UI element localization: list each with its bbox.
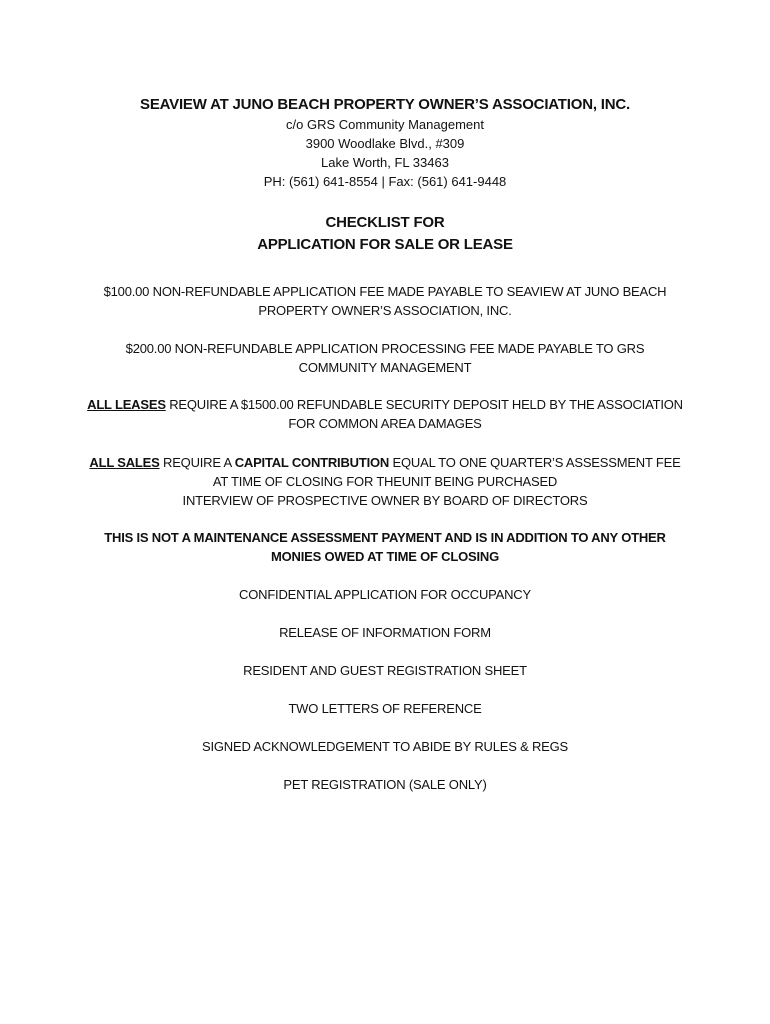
- notice-line-2: MONIES OWED AT TIME OF CLOSING: [271, 549, 499, 564]
- application-fee-line-1: $100.00 NON-REFUNDABLE APPLICATION FEE MADE PAYABLE TO SEAVIEW AT JUNO BEACH: [103, 284, 667, 299]
- all-sales-label: ALL SALES: [89, 455, 160, 470]
- checklist-item: RELEASE OF INFORMATION FORM: [279, 625, 491, 640]
- sales-line-1-mid: REQUIRE A: [159, 455, 235, 470]
- checklist-item: RESIDENT AND GUEST REGISTRATION SHEET: [243, 663, 527, 678]
- sales-item: [80, 453, 690, 510]
- title-line-2: APPLICATION FOR SALE OR LEASE: [257, 236, 513, 253]
- title-line-1: CHECKLIST FOR: [325, 214, 445, 231]
- city-state-zip: Lake Worth, FL 33463: [321, 155, 449, 170]
- processing-fee-item: [80, 339, 690, 377]
- checklist-item: SIGNED ACKNOWLEDGEMENT TO ABIDE BY RULES & REGS: [201, 739, 569, 754]
- application-fee-item: [80, 282, 690, 320]
- leases-line-2: FOR COMMON AREA DAMAGES: [288, 416, 482, 431]
- all-leases-label: ALL LEASES: [87, 397, 166, 412]
- leases-item: [80, 395, 690, 433]
- phone-fax: PH: (561) 641-8554 | Fax: (561) 641-9448: [263, 174, 507, 189]
- association-name: SEAVIEW AT JUNO BEACH PROPERTY OWNER’S ASSOCIATION, INC.: [140, 96, 630, 113]
- sales-line-1-text: EQUAL TO ONE QUARTER’S ASSESSMENT FEE: [389, 455, 681, 470]
- checklist-item: CONFIDENTIAL APPLICATION FOR OCCUPANCY: [239, 587, 531, 602]
- application-fee-line-2: PROPERTY OWNER’S ASSOCIATION, INC.: [258, 303, 512, 318]
- leases-line-1: [80, 395, 690, 414]
- processing-fee-line-2: COMMUNITY MANAGEMENT: [298, 360, 472, 375]
- street-address: 3900 Woodlake Blvd., #309: [305, 136, 465, 151]
- leases-line-1-text: REQUIRE A $1500.00 REFUNDABLE SECURITY DEPOSIT HELD BY THE ASSOCIATION: [165, 397, 683, 412]
- sales-line-1: [80, 453, 690, 472]
- sales-line-3: INTERVIEW OF PROSPECTIVE OWNER BY BOARD OF DIRECTORS: [182, 493, 588, 508]
- checklist-item: PET REGISTRATION (SALE ONLY): [283, 777, 487, 792]
- processing-fee-line-1: $200.00 NON-REFUNDABLE APPLICATION PROCESSING FEE MADE PAYABLE TO GRS: [125, 341, 645, 356]
- notice-item: [80, 528, 690, 566]
- care-of-line: c/o GRS Community Management: [286, 117, 484, 132]
- notice-line-1: THIS IS NOT A MAINTENANCE ASSESSMENT PAYMENT AND IS IN ADDITION TO ANY OTHER: [104, 530, 666, 545]
- capital-contribution-label: CAPITAL CONTRIBUTION: [234, 455, 390, 470]
- checklist-item: TWO LETTERS OF REFERENCE: [288, 701, 482, 716]
- sales-line-2: AT TIME OF CLOSING FOR THEUNIT BEING PURCHASED: [212, 474, 558, 489]
